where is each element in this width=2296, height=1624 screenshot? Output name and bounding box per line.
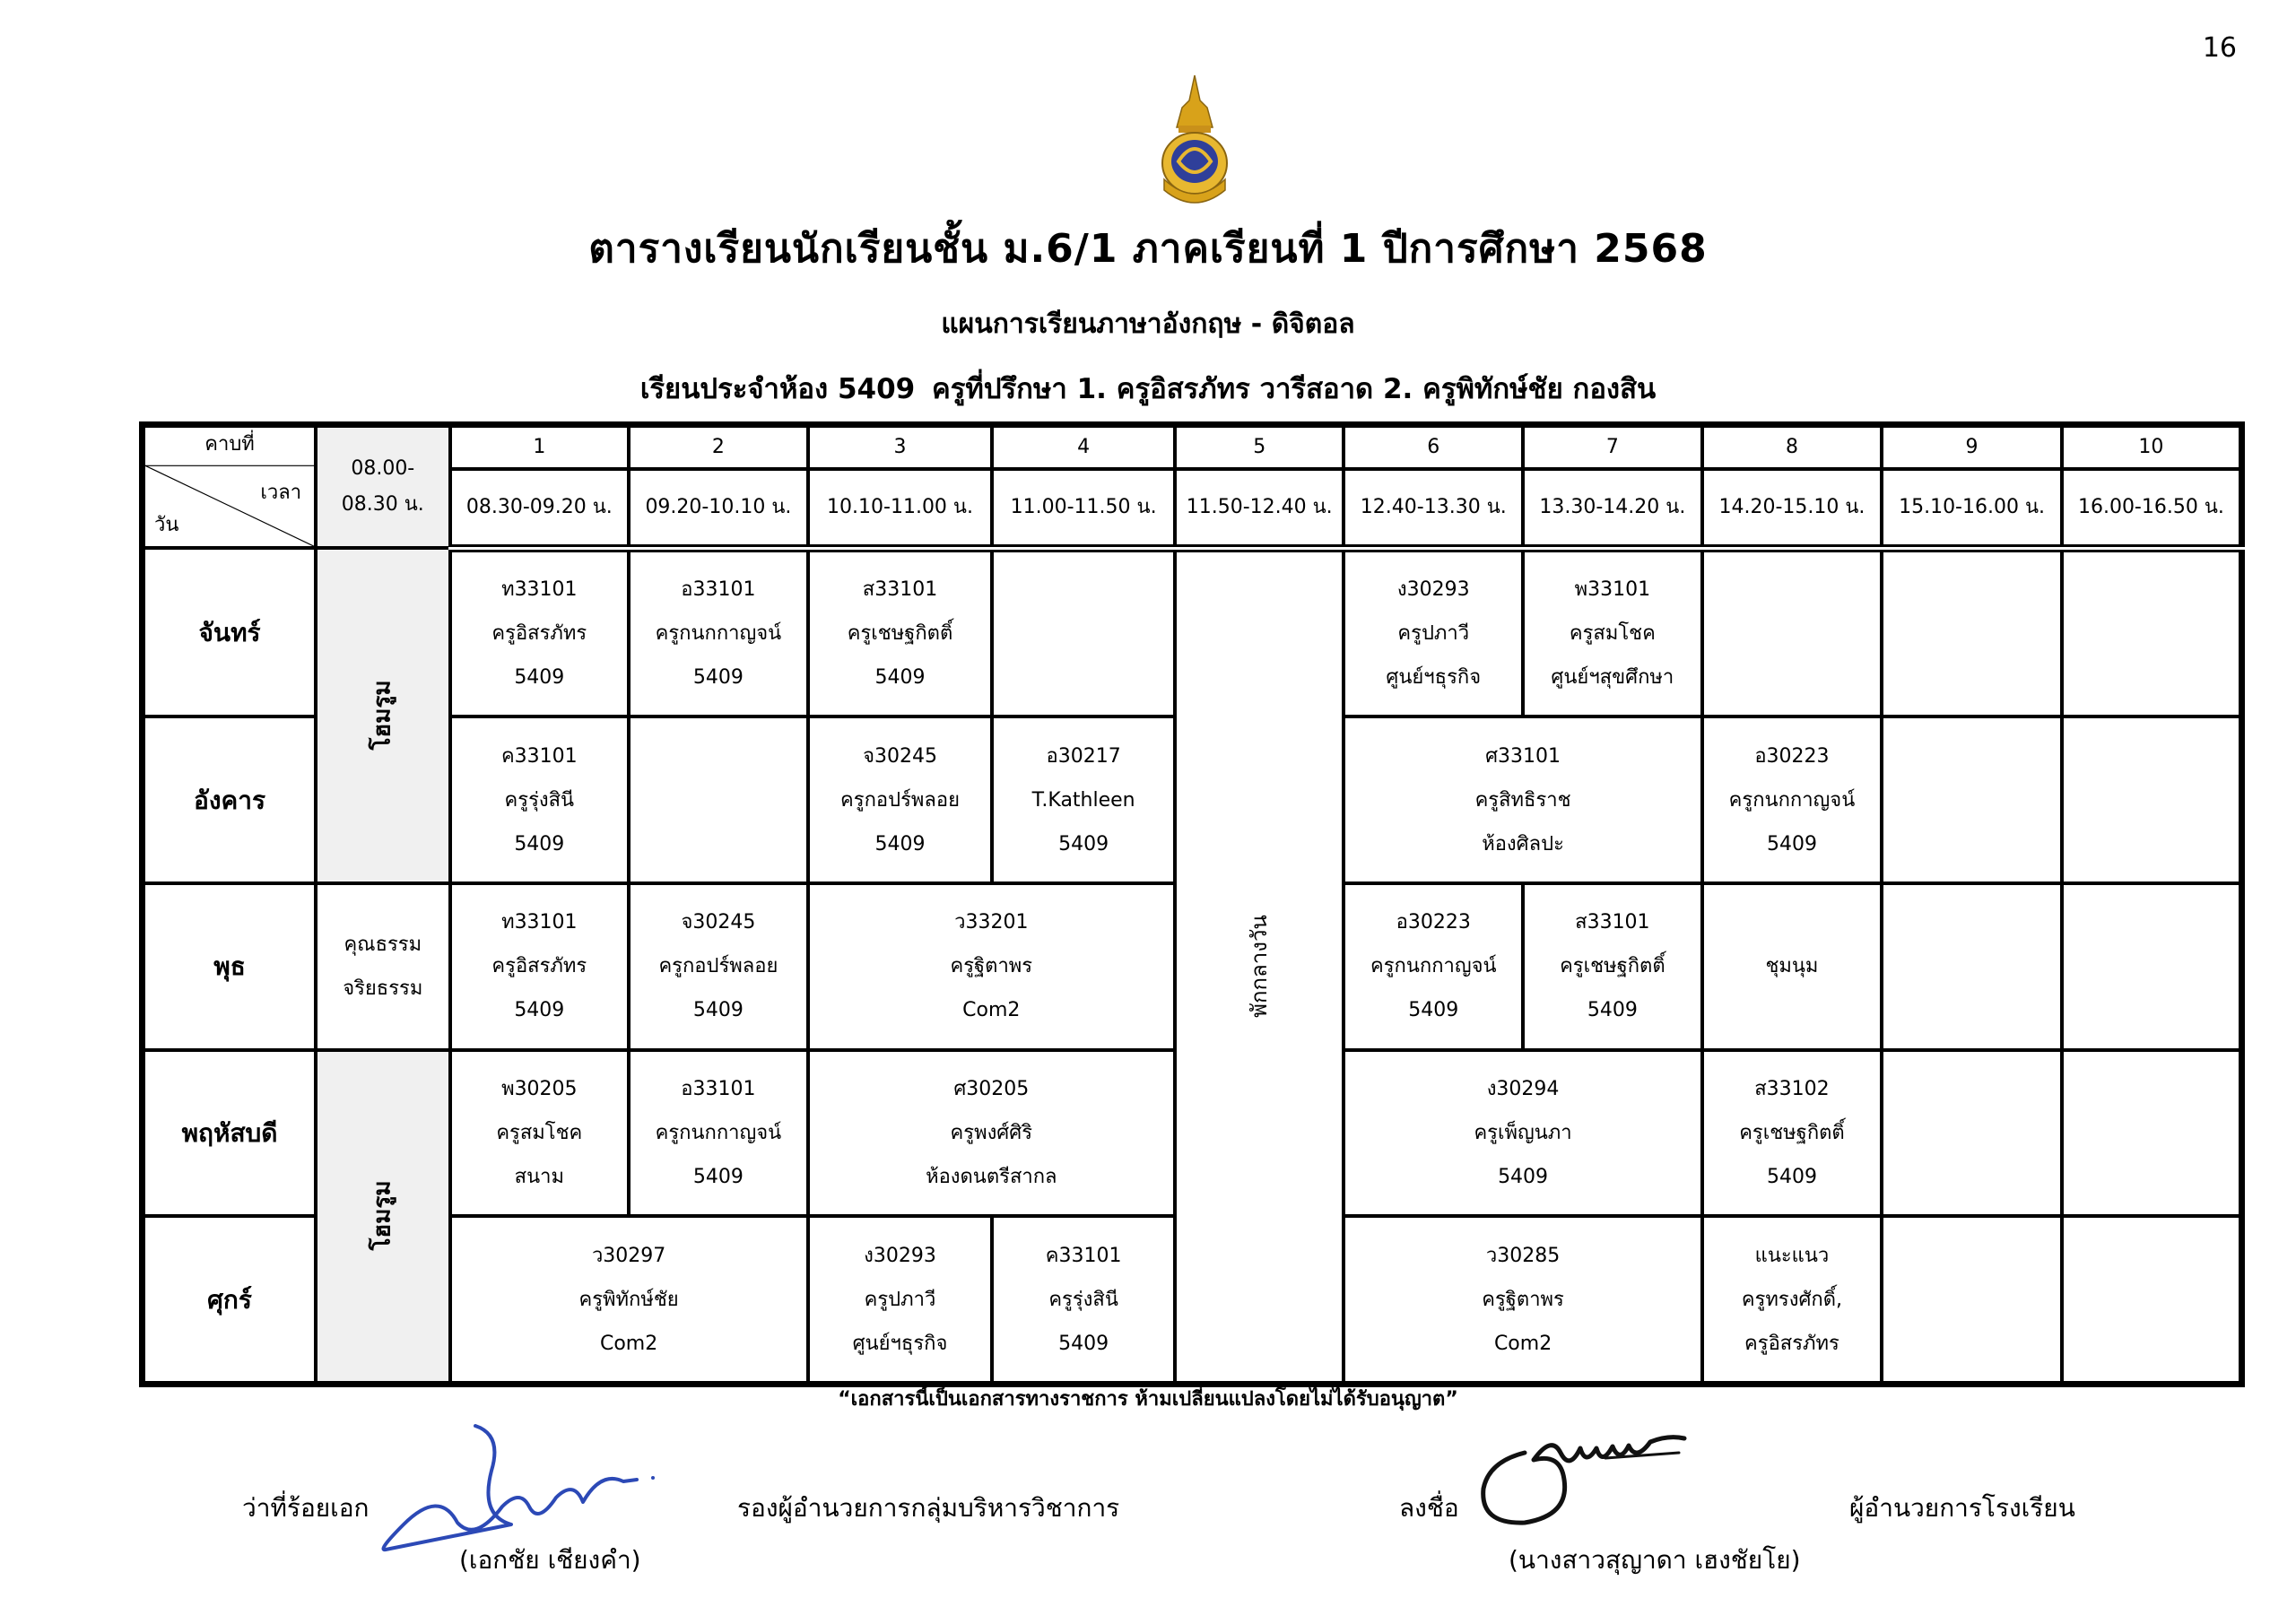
empty-cell — [2062, 1216, 2242, 1384]
class-cell — [1523, 883, 1702, 1050]
subject-code: ง30293 — [1396, 578, 1470, 602]
empty-cell — [629, 716, 808, 883]
time-header: 11.00-11.50 น. — [992, 469, 1175, 548]
empty-cell — [1882, 716, 2062, 883]
empty-cell — [2062, 883, 2242, 1050]
teacher-name: T.Kathleen — [1031, 788, 1135, 812]
empty-cell — [1882, 1050, 2062, 1217]
room-name: 5409 — [692, 1165, 744, 1188]
period-header: 3 — [808, 425, 993, 469]
advisor-names: ครูที่ปรึกษา 1. ครูอิสรภัทร วารีสอาด 2. ครูพิทักษ์ชัย กองสิน — [932, 373, 1657, 405]
page-number: 16 — [2202, 32, 2237, 64]
teacher-name: ครูกนกกาญจน์ — [1370, 955, 1497, 978]
teacher-name: ครูกนกกาญจน์ — [1728, 788, 1856, 812]
class-cell — [450, 883, 630, 1050]
class-cell — [1344, 548, 1523, 716]
subject-code: ว30285 — [1485, 1244, 1561, 1267]
official-document-notice: “เอกสารนี้เป็นเอกสารทางราชการ ห้ามเปลี่ยนแปลงโดยไม่ได้รับอนุญาต” — [838, 1388, 1458, 1411]
class-cell — [808, 1216, 993, 1384]
period-header: 10 — [2062, 425, 2242, 469]
day-name: พฤหัสบดี — [143, 1050, 317, 1217]
homeroom-label: โฮมรูม — [369, 1180, 396, 1251]
left-signer-position: รองผู้อำนวยการกลุ่มบริหารวิชาการ — [737, 1493, 1120, 1523]
subject-code: พ30205 — [501, 1077, 578, 1100]
room-name: 5409 — [514, 832, 565, 855]
period-header: 5 — [1175, 425, 1344, 469]
room-name: 5409 — [692, 999, 744, 1022]
class-cell — [450, 548, 630, 716]
subject-code: ค33101 — [500, 744, 578, 768]
class-cell — [1344, 1216, 1701, 1384]
room-name: 5409 — [514, 666, 565, 690]
right-signer-position: ผู้อำนวยการโรงเรียน — [1849, 1493, 2075, 1523]
time-header: 15.10-16.00 น. — [1882, 469, 2062, 548]
subject-code: ท33101 — [501, 578, 578, 602]
period-header: 7 — [1523, 425, 1702, 469]
teacher-name: ครูเชษฐกิตติ์ — [847, 622, 953, 646]
subject-code: ศ33101 — [1485, 744, 1561, 768]
empty-cell — [2062, 548, 2242, 716]
teacher-name: ครูฐิตาพร — [1482, 1288, 1564, 1311]
ethics-label: จริยธรรม — [343, 977, 423, 1000]
room-name: Com2 — [599, 1332, 658, 1355]
homeroom-label: โฮมรูม — [369, 680, 396, 751]
time-header: 16.00-16.50 น. — [2062, 469, 2242, 548]
time-header: 11.50-12.40 น. — [1175, 469, 1344, 548]
subject-code: พ33101 — [1574, 578, 1651, 602]
subject-code: แนะแนว — [1754, 1244, 1830, 1267]
class-cell — [808, 716, 993, 883]
room-name: Com2 — [1493, 1332, 1552, 1355]
subject-code: ส33102 — [1754, 1077, 1830, 1100]
teacher-name: ครูสมโชค — [1569, 622, 1656, 646]
room-name: 5409 — [1587, 999, 1638, 1022]
subject-code: ส33101 — [862, 578, 938, 602]
page-title: ตารางเรียนนักเรียนชั้น ม.6/1 ภาคเรียนที่ 1 ปีการศึกษา 2568 — [588, 226, 1708, 272]
homeroom-time-start: 08.00- — [351, 457, 415, 481]
room-name: 5409 — [874, 832, 926, 855]
teacher-name: ครูปภาวี — [864, 1288, 936, 1311]
right-signer-label: ลงชื่อ — [1399, 1493, 1459, 1523]
teacher-name: ครูกนกกาญจน์ — [655, 1121, 782, 1144]
room-name: ครูอิสรภัทร — [1744, 1332, 1839, 1355]
class-cell — [450, 1050, 630, 1217]
subject-code: ว30297 — [591, 1244, 666, 1267]
subject-code: อ30217 — [1046, 744, 1121, 768]
day-name: พุธ — [143, 883, 317, 1050]
corner-header — [143, 425, 317, 549]
teacher-name: ครูเชษฐกิตติ์ — [1560, 955, 1665, 978]
club-label: ชุมนุม — [1765, 955, 1819, 978]
timetable — [139, 421, 2245, 1387]
ethics-cell — [316, 883, 449, 1050]
class-cell — [450, 1216, 808, 1384]
room-name: สนาม — [514, 1165, 564, 1188]
day-name: จันทร์ — [143, 548, 317, 716]
class-cell — [1702, 716, 1883, 883]
teacher-name: ครูรุ่งสินี — [504, 788, 575, 812]
homeroom-time-end: 08.30 น. — [341, 493, 424, 517]
teacher-name: ครูพิทักษ์ชัย — [578, 1288, 679, 1311]
subject-code: อ33101 — [681, 1077, 756, 1100]
teacher-name: ครูสมโชค — [496, 1121, 583, 1144]
room-name: 5409 — [1766, 832, 1817, 855]
room-name: ห้องดนตรีสากล — [926, 1165, 1057, 1188]
right-signature — [1471, 1417, 1704, 1533]
teacher-name: ครูกอปร์พลอย — [658, 955, 778, 978]
empty-cell — [2062, 716, 2242, 883]
room-name: 5409 — [692, 666, 744, 690]
school-emblem-icon — [1152, 74, 1238, 208]
period-label: คาบที่ — [204, 433, 255, 456]
teacher-name: ครูสิทธิราช — [1474, 788, 1571, 812]
teacher-name: ครูเพ็ญนภา — [1474, 1121, 1572, 1144]
time-header: 09.20-10.10 น. — [629, 469, 808, 548]
class-cell — [629, 548, 808, 716]
room-name: 5409 — [1408, 999, 1459, 1022]
room-name: Com2 — [962, 999, 1021, 1022]
day-name: อังคาร — [143, 716, 317, 883]
empty-cell — [2062, 1050, 2242, 1217]
period-header: 6 — [1344, 425, 1523, 469]
homeroom-number: เรียนประจำห้อง 5409 — [639, 373, 916, 405]
empty-cell — [1882, 883, 2062, 1050]
subject-code: อ30223 — [1754, 744, 1830, 768]
teacher-name: ครูฐิตาพร — [950, 955, 1033, 978]
subject-code: ค33101 — [1045, 1244, 1122, 1267]
period-header: 1 — [450, 425, 630, 469]
teacher-name: ครูอิสรภัทร — [491, 955, 587, 978]
subject-code: ว33201 — [954, 911, 1029, 934]
class-cell — [1702, 1216, 1883, 1384]
period-header: 9 — [1882, 425, 2062, 469]
teacher-name: ครูเชษฐกิตติ์ — [1739, 1121, 1845, 1144]
class-cell — [1702, 1050, 1883, 1217]
empty-cell — [992, 548, 1175, 716]
teacher-name: ครูกอปร์พลอย — [840, 788, 960, 812]
time-label: เวลา — [260, 482, 302, 504]
lunch-break-label: พักกลางวัน — [1246, 915, 1272, 1018]
subject-code: ง30294 — [1486, 1077, 1560, 1100]
right-signer-name: (นางสาวสุญาดา เฮงชัยโย) — [1509, 1545, 1801, 1575]
class-cell — [1344, 716, 1701, 883]
homeroom-time-header — [316, 425, 449, 549]
time-header: 10.10-11.00 น. — [808, 469, 993, 548]
empty-cell — [1882, 1216, 2062, 1384]
subject-code: ส33101 — [1575, 911, 1650, 934]
day-label: วัน — [154, 514, 179, 537]
class-cell — [629, 1050, 808, 1217]
time-header: 12.40-13.30 น. — [1344, 469, 1523, 548]
class-cell — [1344, 883, 1523, 1050]
room-name: 5409 — [1058, 1332, 1109, 1355]
subject-code: จ30245 — [863, 744, 937, 768]
teacher-name: ครูทรงศักดิ์, — [1741, 1288, 1843, 1311]
left-signer-name: (เอกชัย เชียงคำ) — [459, 1545, 641, 1575]
room-name: ศูนย์ฯสุขศึกษา — [1551, 666, 1674, 690]
time-header: 08.30-09.20 น. — [450, 469, 630, 548]
room-name: ศูนย์ฯธุรกิจ — [1386, 666, 1482, 690]
class-cell — [450, 716, 630, 883]
empty-cell — [1702, 548, 1883, 716]
lunch-break-cell — [1175, 548, 1344, 1384]
subject-code: จ30245 — [681, 911, 756, 934]
schedule-table — [139, 421, 2245, 1387]
left-signer-rank: ว่าที่ร้อยเอก — [242, 1493, 370, 1523]
room-name: ห้องศิลปะ — [1482, 832, 1564, 855]
room-name: 5409 — [1498, 1165, 1549, 1188]
class-cell — [992, 1216, 1175, 1384]
class-cell — [992, 716, 1175, 883]
teacher-name: ครูอิสรภัทร — [491, 622, 587, 646]
homeroom-cell — [316, 548, 449, 883]
subject-code: ง30293 — [864, 1244, 936, 1267]
time-header: 13.30-14.20 น. — [1523, 469, 1702, 548]
period-header: 4 — [992, 425, 1175, 469]
room-name: 5409 — [514, 999, 565, 1022]
class-cell — [808, 883, 1175, 1050]
study-plan: แผนการเรียนภาษาอังกฤษ - ดิจิตอล — [941, 308, 1355, 340]
period-header: 8 — [1702, 425, 1883, 469]
homeroom-cell — [316, 1050, 449, 1385]
class-cell — [629, 883, 808, 1050]
class-cell — [1344, 1050, 1701, 1217]
subject-code: อ30223 — [1396, 911, 1471, 934]
room-name: ศูนย์ฯธุรกิจ — [852, 1332, 948, 1355]
room-name: 5409 — [874, 666, 926, 690]
subject-code: อ33101 — [681, 578, 756, 602]
ethics-label: คุณธรรม — [344, 933, 422, 956]
teacher-name: ครูปภาวี — [1397, 622, 1470, 646]
row-monday — [143, 548, 2242, 716]
club-cell — [1702, 883, 1883, 1050]
class-cell — [1523, 548, 1702, 716]
subject-code: ศ30205 — [953, 1077, 1030, 1100]
room-name: 5409 — [1058, 832, 1109, 855]
period-header: 2 — [629, 425, 808, 469]
day-name: ศุกร์ — [143, 1216, 317, 1384]
teacher-name: ครูกนกกาญจน์ — [655, 622, 782, 646]
teacher-name: ครูพงศ์ศิริ — [950, 1121, 1033, 1144]
class-cell — [808, 548, 993, 716]
empty-cell — [1882, 548, 2062, 716]
subject-code: ท33101 — [501, 911, 578, 934]
class-cell — [808, 1050, 1175, 1217]
room-advisor-line — [0, 366, 2296, 411]
room-name: 5409 — [1766, 1165, 1817, 1188]
time-header: 14.20-15.10 น. — [1702, 469, 1883, 548]
teacher-name: ครูรุ่งสินี — [1048, 1288, 1118, 1311]
